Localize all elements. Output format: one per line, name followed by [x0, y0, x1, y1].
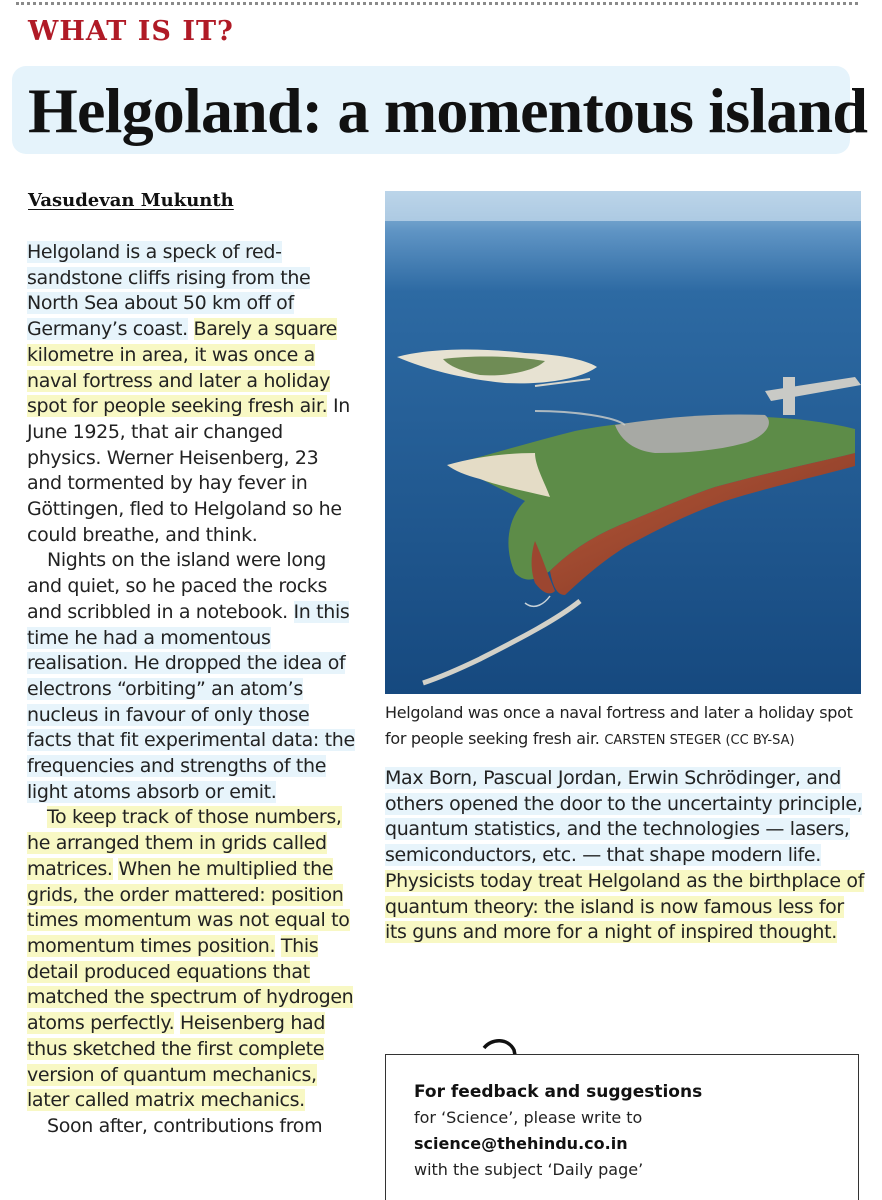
- paragraph-4: [27, 1114, 357, 1140]
- feedback-box: [385, 1054, 859, 1200]
- caption-text: Helgoland was once a naval fortress and later a holiday spot for people seeking fresh air.: [385, 703, 853, 748]
- section-kicker: WHAT IS IT?: [28, 16, 234, 47]
- photo-credit: CARSTEN STEGER (CC BY-SA): [604, 733, 795, 748]
- paragraph-1: [27, 240, 357, 548]
- sentence: When he multiplied the grids, the order mattered: position times momentum was not equal to momentum times position.: [27, 857, 350, 957]
- feedback-email-link[interactable]: science@thehindu.co.in: [414, 1134, 628, 1153]
- feedback-line: with the subject ‘Daily page’: [414, 1160, 644, 1179]
- sentence: In June 1925, that air changed physics. Werner Heisenberg, 23 and tormented by hay fever in Göttingen, fled to Helgoland so he could breathe, and think.: [27, 395, 350, 546]
- feedback-title: For feedback and suggestions: [414, 1082, 703, 1102]
- top-dotted-rule: [16, 2, 858, 5]
- sentence: Helgoland is a speck of red-sandstone cliffs rising from the North Sea about 50 km off of Germany’s coast.: [27, 241, 311, 341]
- sentence: Physicists today treat Helgoland as the birthplace of quantum theory: the island is now famous less for its guns and more for a night of inspired thought.: [385, 869, 865, 944]
- paragraph-6: [385, 869, 865, 946]
- feedback-text: [414, 1079, 702, 1183]
- sentence: Soon after, contributions from: [47, 1114, 323, 1137]
- byline: Vasudevan Mukunth: [28, 190, 234, 211]
- article-column-right: [385, 766, 865, 946]
- sentence: Barely a square kilometre in area, it was once a naval fortress and later a holiday spot for people seeking fresh air.: [27, 318, 338, 418]
- headline: Helgoland: a momentous island: [28, 75, 868, 146]
- sentence: This detail produced equations that matched the spectrum of hydrogen atoms perfectly.: [27, 934, 354, 1035]
- sentence: Nights on the island were long and quiet, so he paced the rocks and scribbled in a notebook.: [27, 549, 328, 623]
- paragraph-2: [27, 548, 357, 805]
- feedback-line: for ‘Science’, please write to: [414, 1108, 643, 1127]
- island-illustration: [385, 191, 861, 694]
- article-column-left: [27, 240, 357, 1140]
- sentence: Heisenberg had thus sketched the first complete version of quantum mechanics, later called matrix mechanics.: [27, 1012, 326, 1112]
- photo-caption: [385, 700, 861, 754]
- paragraph-3: [27, 805, 357, 1113]
- sentence: Max Born, Pascual Jordan, Erwin Schrödinger, and others opened the door to the uncertainty principle, quantum statistics, and the technologies — lasers, semiconductors, etc. — that shape modern life.: [385, 767, 863, 867]
- paragraph-5: [385, 766, 865, 869]
- helgoland-aerial-photo: [385, 191, 861, 694]
- sentence: In this time he had a momentous realisation. He dropped the idea of electrons “orbiting” an atom’s nucleus in favour of only those facts that fit experimental data: the frequencies and strengths of the light atoms absorb or emit.: [27, 600, 355, 803]
- sentence: To keep track of those numbers, he arranged them in grids called matrices.: [27, 806, 342, 880]
